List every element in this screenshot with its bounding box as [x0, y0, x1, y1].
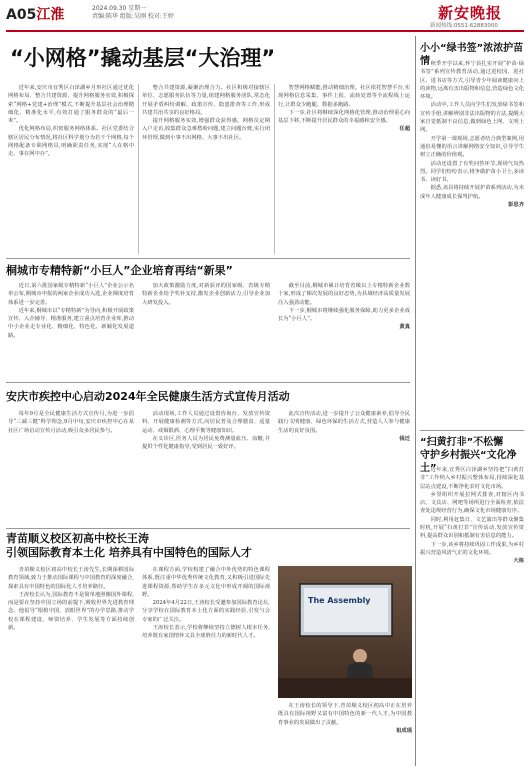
story2-paragraph: 近年来,桐城市以“专精特新”为导向,积极开展政策宣传、入企辅导、精准服务,建立重点培育企业库,推动中小企业走专业化、精细化、特色化、新颖化发展道路。 — [8, 307, 134, 339]
section-rule — [6, 528, 410, 529]
story4-paragraph: 王涛校长认为,国际教育不是简单地照搬国外课程,而是要在坚持中国立场的前提下,吸收世界先进教育理念。他倡导“根植中国、放眼世界”的办学思路,推动学校在课程建设、师资培养、学生发展等方面持续创新。 — [8, 591, 134, 632]
sidebar-paragraph: 活动中,工作人员向学生们发放绿书签和宣传手册,讲解辨别非法出版物的方法,提醒大家自觉抵制不良信息,做到绿色上网、文明上网。 — [420, 102, 524, 134]
header-rule — [6, 30, 524, 32]
story4-column-2 — [142, 566, 270, 768]
lead-column-2 — [142, 84, 270, 254]
story2-headline: 桐城市专精特新“小巨人”企业培育再结“新果” — [6, 264, 233, 277]
section-rule — [6, 382, 410, 383]
story3-headline: 安庆市疾控中心启动2024年全民健康生活方式宣传月活动 — [6, 390, 290, 403]
lead-paragraph: 下一步,社区将继续深化网格化管理,推动治理重心向基层下移,不断提升居民群众的幸福感和安全感。 — [278, 109, 410, 125]
screen-text: The Assembly — [308, 596, 371, 605]
story3-column-3 — [278, 410, 410, 522]
sidebar-rule — [420, 430, 524, 431]
photo-illustration — [278, 566, 412, 698]
story4-byline: 祖成瑶 — [396, 727, 412, 734]
news-hotline: 新闻热线:0551-62883000 — [430, 23, 498, 29]
sidebar-paragraph: 据悉,该县将持续开展护苗系列活动,为未成年人健康成长保驾护航。 — [420, 185, 524, 200]
story3-paragraph: 活动现场,工作人员通过设置咨询台、发放宣传资料、开展健康检测等方式,向居民普及合理膳食、适量运动、戒烟限酒、心理平衡等健康知识。 — [142, 411, 270, 434]
sidebar-paragraph: 开学第一课现场,志愿者结合典型案例,用通俗易懂的语言讲解网络安全知识,引导学生树立正确的价值观。 — [420, 135, 524, 159]
column-divider — [274, 84, 275, 254]
sidebar-divider — [415, 36, 416, 766]
sidebar-bottom-body — [420, 466, 524, 768]
lead-paragraph: 提升网格服务实效,增强群众获得感。网格员定期入户走访,收集群众急难愁盼问题,建立问题台账,实行闭环管理,做到小事不出网格、大事不出社区。 — [142, 118, 270, 141]
lead-paragraph: 智慧网格赋能,推动精细治理。社区依托智慧平台,实现网格信息采集、事件上报、流转处置等全流程线上运行,让群众少跑腿、数据多跑路。 — [278, 85, 410, 108]
story3-column-1 — [8, 410, 134, 522]
story2-column-2 — [142, 282, 270, 378]
section-rule — [6, 258, 410, 259]
story2-paragraph: 截至目前,桐城市累计培育省级以上专精特新企业数十家,形成了梯次发展的良好态势,为县域经济高质量发展注入强劲动能。 — [278, 283, 410, 306]
lead-paragraph: 优化网格布局,织密服务网络体系。社区党委结合辖区居民分布情况,将社区科学划分为若干个网格,每个网格配备专职网格员,明确职责任务,实现“人在格中走、事在网中办”。 — [8, 126, 134, 158]
sidebar-paragraph: 下一步,该乡将持续巩固工作成果,为乡村振兴营造风清气正的文化环境。 — [420, 541, 524, 556]
photo-caption — [278, 702, 412, 768]
sidebar-paragraph: 同时,利用赶集日、文艺演出等群众聚集时机,开展“扫黄打非”宣传活动,发放宣传资料,提高群众识别和抵制有害信息的能力。 — [420, 516, 524, 540]
editor-credits: 责编:陈华 组版:吴刚 校对:王婷 — [92, 13, 174, 20]
lead-paragraph: 近年来,安庆市宜秀区白泽湖乡月形社区通过优化网格布局、整合共建资源、提升网格服务实效,积极探索“网格+党建+治理”模式,不断提升基层社会治理精细化、精准化水平,有效打通了服务群众的“最后一米”。 — [8, 85, 134, 125]
story3-byline: 钱迁 — [399, 435, 410, 442]
page-header — [0, 0, 530, 30]
story3-paragraph: 此次宣传活动,进一步提升了公众健康素养,倡导全民践行文明健康、绿色环保的生活方式,营造人人参与健康生活的良好氛围。 — [278, 411, 410, 434]
story3-paragraph: 每年9月是全民健康生活方式宣传月,为进一步倡导“三减三健”科学理念,9月中旬,安庆市疾控中心在某社区广场启动宣传月活动,吸引众多居民参与。 — [8, 411, 134, 434]
story2-paragraph: 加大政策激励力度,对新获评的国家级、省级专精特新企业给予奖补支持,激发企业创新活力,引导企业加大研发投入。 — [142, 283, 270, 306]
page-number: A05江淮 — [6, 7, 65, 23]
newspaper-logo: 新安晚报 — [438, 4, 503, 22]
story2-paragraph: 近日,第六批国家级专精特新“小巨人”企业公示名单公布,桐城市申报的两家企业成功入选,企业梯度培育体系进一步完善。 — [8, 283, 134, 306]
lead-column-1 — [8, 84, 134, 254]
story3-paragraph: 在义诊区,医务人员为居民免费测量血压、血糖,并提供个性化健康指导,受到居民一致好评。 — [142, 435, 270, 451]
story2-column-3 — [278, 282, 410, 378]
sidebar-top-body — [420, 60, 524, 425]
sidebar-top-headline: 小小“绿书签”浓浓护苗情 — [420, 43, 524, 67]
story4-column-1 — [8, 566, 134, 768]
sidebar-paragraph: 近年来,宜秀区白泽湖乡坚持把“扫黄打非”工作纳入乡村振兴整体布局,持续深化基层站点建设,不断净化农村文化市场。 — [420, 467, 524, 490]
story2-byline: 黄真 — [399, 324, 410, 331]
story3-column-2 — [142, 410, 270, 522]
story4-headline: 青苗顺义校区初高中校长王涛 引领国际教育本土化 培养具有中国特色的国际人才 — [6, 532, 252, 559]
story4-paragraph: 青苗顺义校区初高中校长王涛先生,长期深耕国际教育领域,致力于推动国际课程与中国教育的深度融合,探索具有中国特色的国际化人才培养路径。 — [8, 567, 134, 590]
column-divider — [138, 84, 139, 254]
story4-paragraph: 2024年4月22日,王涛校长受邀参加国际教育论坛,分享学校在国际教育本土化方面的实践经验,引发与会专家的广泛关注。 — [142, 600, 270, 623]
lead-column-3 — [278, 84, 410, 254]
lead-headline: “小网格”撬动基层“大治理” — [10, 46, 276, 70]
sidebar-bottom-headline: “扫黄打非”不松懈 守护乡村振兴“文化净土” — [420, 437, 517, 474]
issue-meta — [92, 5, 174, 21]
sidebar-bottom-byline: 大栋 — [513, 558, 524, 565]
story4-paragraph: 王涛校长表示,学校将继续坚持立德树人根本任务,培养既有家国情怀又具全球胜任力的新时代人才。 — [142, 625, 270, 640]
caption-text: 在王涛校长的领导下,青苗顺义校区初高中正在培养既具有国际视野又富有中国特色的新一代人才,为中国教育事业的发展做出了贡献。 — [278, 703, 412, 726]
story2-paragraph: 下一步,桐城市将继续强化服务保障,助力更多企业成长为“小巨人”。 — [278, 307, 410, 323]
story2-column-1 — [8, 282, 134, 378]
sidebar-top-byline: 彭思齐 — [508, 202, 524, 209]
sidebar-paragraph: 秋季开学以来,怀宁县扎实开展“护苗·绿书签”系列宣传教育活动,通过进校园、进社区、进书店等方式,引导青少年阅读健康向上的读物,远离有害出版物和信息,营造绿色文化环境。 — [420, 61, 524, 101]
story4-paragraph: 在课程方面,学校构建了融合中外优势的特色课程体系,既注重中华优秀传统文化教育,又积极引进国际先进课程资源,帮助学生在多元文化中形成开阔的国际视野。 — [142, 567, 270, 598]
news-photo — [278, 566, 412, 698]
section-name: 江淮 — [36, 7, 65, 23]
issue-date: 2024.09.30 星期一 — [92, 5, 147, 12]
lead-byline: 任超 — [399, 126, 410, 133]
sidebar-paragraph: 乡里组织开展拉网式排查,对辖区内书店、文具店、网吧等场所进行全面检查,依法查处违规经营行为,确保文化市场健康有序。 — [420, 491, 524, 515]
sidebar-paragraph: 活动还设置了有奖问答环节,现场气氛热烈。同学们纷纷表示,将争做护苗小卫士,多读书、读好书。 — [420, 160, 524, 184]
lead-paragraph: 整合共建资源,凝聚治理合力。社区积极对接辖区单位、志愿服务队伍等力量,组建网格服务团队,常态化开展矛盾纠纷调解、政策宣传、隐患排查等工作,形成共建共治共享的良好格局。 — [142, 85, 270, 116]
